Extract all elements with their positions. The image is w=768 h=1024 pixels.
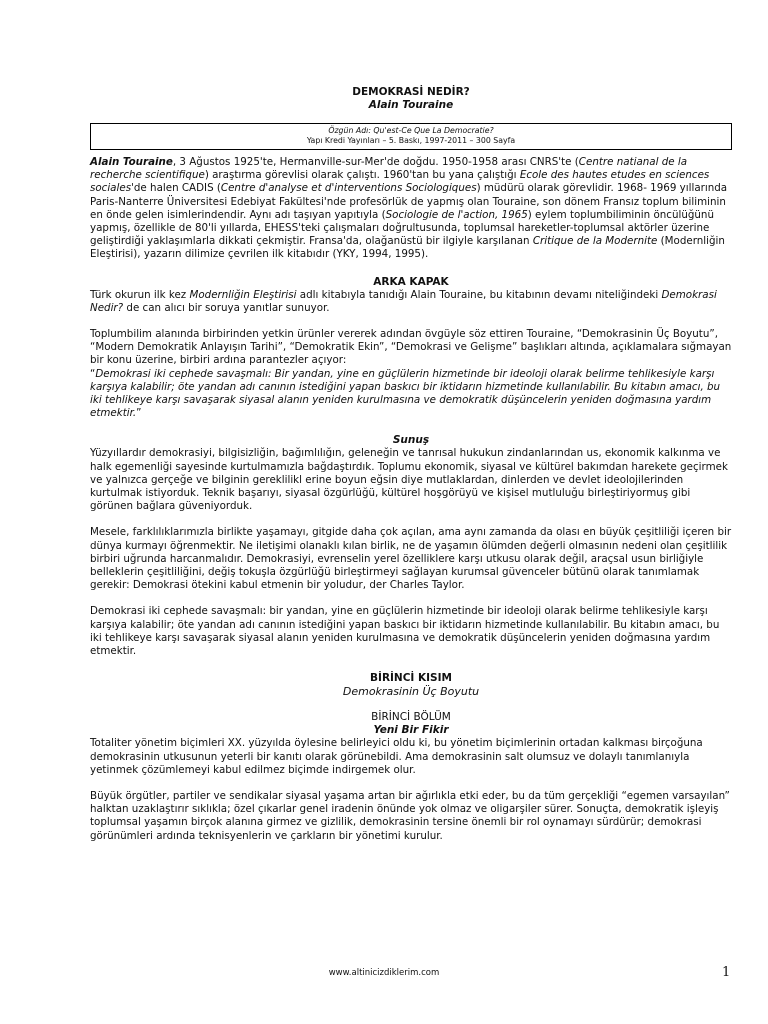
italic-run: Demokrasi iki cephede savaşmalı: Bir yandan, yine en güçlülerin hizmetinde bir ideoloji olarak belirme tehlikesiyle karşı karşıya kalabilir; öte yandan adı canının istediğini yapan baskıcı bir iktidarın hizmetinde kullanılabilir. Bu kitabın amacı, bu iki tehlikeye karşı savaşarak siyasal alanın yeniden kurulmasına ve demokratik düşüncelerin yeniden doğmasına yardım etmektir. xyxy=(90,367,721,420)
document-title: DEMOKRASİ NEDİR? xyxy=(352,86,470,98)
bio-text: 'de halen CADIS ( xyxy=(131,182,221,195)
document-author: Alain Touraine xyxy=(368,99,454,111)
publisher-info: Yapı Kredi Yayınları – 5. Baskı, 1997-2011 – 300 Sayfa xyxy=(306,136,516,145)
arka-kapak-paragraph: Toplumbilim alanında birbirinden yetkin ürünler vererek adından övgüyle söz ettiren Touraine, “Demokrasinin Üç Boyutu”, “Modern Demokratik Anlayışın Tarihi”, “Demokratik Ekin”, “Demokrasi ve Gelişme” başlıkları altında, açıklamalara sığmayan bir konu üzerine, birbiri ardına parantezler açıyor: xyxy=(90,328,732,367)
bio-text: ) araştırma görevlisi olarak çalıştı. 1960'tan bu yana çalıştığı xyxy=(204,169,520,182)
bio-text: (Modernliğin Eleştirisi), yazarın dilimize çevrilen ilk kitabıdır (YKY, 1994, 1995). xyxy=(90,235,725,261)
text-run: Türk okurun ilk kez xyxy=(90,288,190,301)
italic-run: Modernliğin Eleştirisi xyxy=(189,288,297,301)
italic-run: Demokrasi Nedir? xyxy=(90,288,717,314)
bio-text: , 3 Ağustos 1925'te, Hermanville-sur-Mer'de doğdu. 1950-1958 arası CNRS'te ( xyxy=(172,156,579,168)
sunus-paragraph: Demokrasi iki cephede savaşmalı: bir yandan, yine en güçlülerin hizmetinde bir ideoloji olarak belirme tehlikesiyle karşı karşıya kalabilir; öte yandan adı canının istediğini yapan baskıcı bir iktidarın hizmetinde kullanılabilir. Bu kitabın amacı, bu iki tehlikeye karşı savaşarak siyasal alanın yeniden kurulmasına ve demokratik düşüncelerin yeniden doğmasına yardım etmektir. xyxy=(90,605,720,658)
chapter-subtitle: Yeni Bir Fikir xyxy=(373,724,449,737)
text-run: de can alıcı bir soruya yanıtlar sunuyor. xyxy=(123,301,330,314)
quote-mark: ” xyxy=(136,407,142,420)
sunus-paragraph: Mesele, farklılıklarımızla birlikte yaşamayı, gitgide daha çok açılan, ama aynı zamanda da olası en büyük çeşitliliği içeren bir dünya kurmayı öğrenmektir. Ne iletişimi olanaklı kılan birlik, ne de yaşamın ölümden değerli olmasının nedeni olan çeşitlilik birbiri uğrunda harcanmalıdır. Demokrasiyi, evrenselin yerel özelliklere karşı utkusu olarak değil, araçsal usun birliğiyle belleklerin çeşitliliğini, değiş tokuşla özgürlüğü birleştirmeyi sağlayan kurumsal güvenceler bütünü olarak tanımlamak gerekir: Demokrasi ötekini kabul etmenin bir yoludur, der Charles Taylor. xyxy=(90,526,732,592)
bio-italic: Critique de la Modernite xyxy=(532,235,658,248)
part-heading: BİRİNCİ KISIM xyxy=(370,672,452,685)
bio-italic: Sociologie de l'action, 1965 xyxy=(385,208,528,221)
bio-text: ) müdürü olarak görevlidir. 1968- 1969 yıllarında Paris-Nanterre Üniversitesi Edebiyat Fakültesi'nde profesörlük de yapmış olan Touraine, son dönem Fransız toplum biliminin en önde gelen isimlerindendir. Aynı adı taşıyan yapıtıyla ( xyxy=(90,182,728,221)
text-run: adlı kitabıyla tanıdığı Alain Touraine, bu kitabının devamı niteliğindeki xyxy=(296,288,662,301)
bio-author-name: Alain Touraine xyxy=(90,156,173,168)
chapter-heading: BİRİNCİ BÖLÜM xyxy=(371,711,451,724)
chapter-paragraph: Totaliter yönetim biçimleri XX. yüzyılda öylesine belirleyici oldu ki, bu yönetim biçimlerinin ortadan kalkması birçoğuna demokrasinin utkusunun yeterli bir kanıtı olarak görünebildi. Ama demokrasinin salt olumsuz ve dolaylı tanımlanıyla yetinmek çözümlemeyi kabul edilmez biçimde indirgemek olur. xyxy=(90,737,703,776)
bio-italic: Ecole des hautes etudes en sciences sociales xyxy=(90,169,710,195)
page-content xyxy=(90,86,732,843)
author-bio xyxy=(90,156,732,262)
bio-italic: Centre natianal de la recherche scientifique xyxy=(90,156,688,182)
book-info-box xyxy=(90,123,732,150)
arka-kapak-paragraph xyxy=(90,289,732,315)
bio-text: ) eylem toplumbiliminin öncülüğünü yapmış, özellikle de 80'li yıllarda, EHESS'teki çalışmaları doğrultusunda, toplumsal hareketler-toplumsal aktörler üzerine geliştirdiği yaklaşımlarla dikkati çekmiştir. Fransa'da, olağanüstü bir ilgiyle karşılanan xyxy=(90,208,714,248)
page-number: 1 xyxy=(722,965,731,980)
quote-mark: “ xyxy=(90,367,96,380)
bio-italic: Centre d'analyse et d'interventions Sociologiques xyxy=(220,182,477,195)
footer-website-url: www.altinicizdiklerim.com xyxy=(328,968,440,978)
arka-kapak-quote xyxy=(90,368,732,421)
sunus-paragraph: Yüzyıllardır demokrasiyi, bilgisizliğin, bağımlılığın, geleneğin ve tanrısal hukukun zindanlarından us, ekonomik kalkınma ve halk egemenliği sayesinde kurtulmamızla bağdaştırdık. Toplumu ekonomik, siyasal ve kültürel bakımdan harekete geçirmek ve yalnızca gerçeğe ve bilginin gereklilikl erine boyun eğsin diye mutlaklardan, dinlerden ve devlet ideolojilerinden kurtulmak istiyorduk. Teknik başarıyı, siyasal özgürlüğü, kültürel hoşgörüyü ve kişisel mutluluğu birleştiriyormuş gibi görünen bağlara güveniyorduk. xyxy=(90,447,728,513)
part-subtitle: Demokrasinin Üç Boyutu xyxy=(342,685,480,699)
section-heading-sunus: Sunuş xyxy=(392,434,430,447)
section-heading-arka-kapak: ARKA KAPAK xyxy=(373,275,449,288)
original-name: Özgün Adı: Qu'est-Ce Que La Democratie? xyxy=(328,126,494,135)
chapter-paragraph: Büyük örgütler, partiler ve sendikalar siyasal yaşama artan bir ağırlıkla etki eder, bu da tüm gerçekliği “egemen varsayılan” halktan uzaklaştırır sıklıkla; özel çıkarlar genel iradenin önünde yok olmaz ve oligarşiler sürer. Sonuçta, demokratik işleyiş toplumsal yaşamın birçok alanına girmez ve gizlilik, demokrasinin tersine önemli bir rol oynamayı sürdürür; demokrasi görünümleri ardında teknisyenlerin ve çarkların bir yönetimi kurulur. xyxy=(90,789,730,842)
